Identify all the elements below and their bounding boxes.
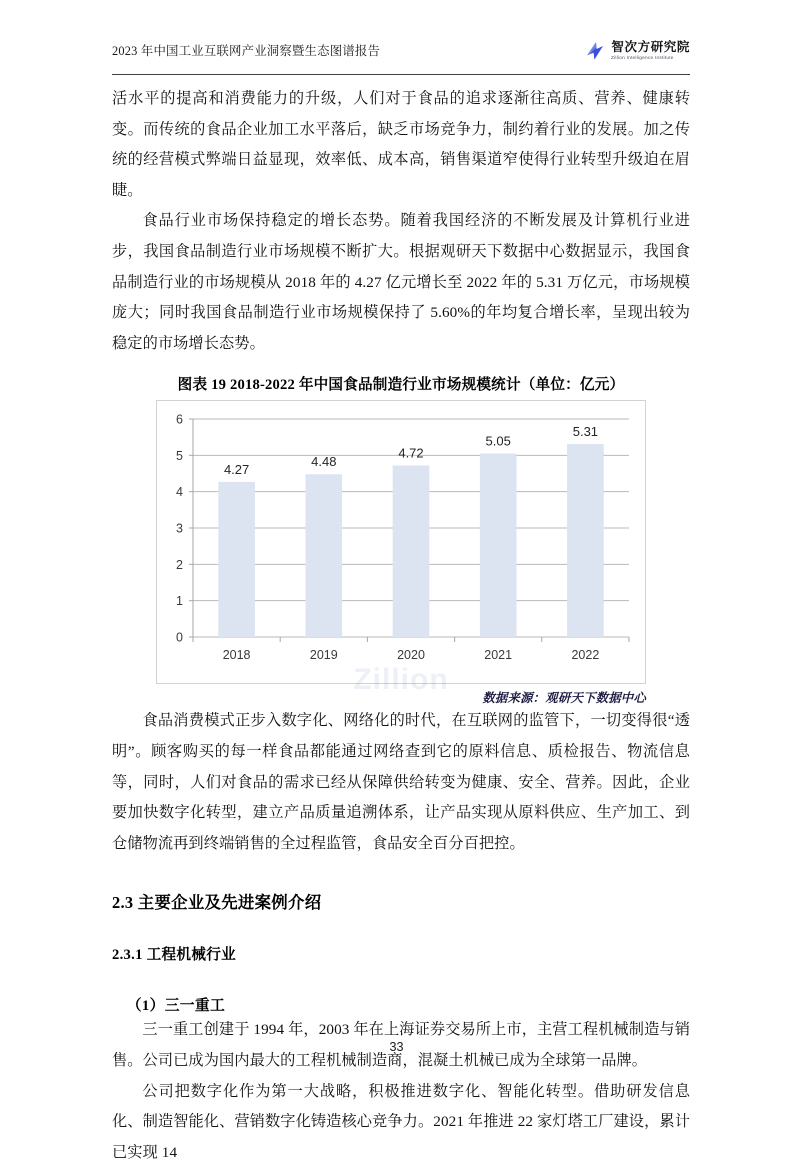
x-axis-tick-label: 2020 [397, 648, 425, 662]
bar-chart-canvas [157, 401, 645, 683]
y-axis-tick-label: 6 [176, 413, 183, 427]
logo-mark-icon [584, 41, 606, 61]
chart-x-tick-marks [193, 637, 629, 642]
bar-value-label: 5.05 [486, 434, 511, 449]
figure-source: 数据来源：观研天下数据中心 [156, 688, 646, 706]
chart-watermark: Zillion [353, 663, 448, 697]
y-axis-tick-label: 1 [176, 595, 183, 609]
heading-subsection-2-3-1: 2.3.1 工程机械行业 [112, 943, 690, 964]
chart-bar [480, 454, 517, 637]
chart-y-tick-marks [189, 419, 193, 637]
chart-bar [218, 482, 255, 637]
heading-item-1: （1）三一重工 [112, 994, 690, 1015]
paragraph-5: 公司把数字化作为第一大战略，积极推进数字化、智能化转型。借助研发信息化、制造智能化、营销数字化铸造核心竞争力。2021 年推进 22 家灯塔工厂建设，累计已实现 14 [112, 1077, 690, 1168]
paragraph-4: 三一重工创建于 1994 年，2003 年在上海证券交易所上市，主营工程机械制造与销售。公司已成为国内最大的工程机械制造商，混凝土机械已成为全球第一品牌。 [112, 1015, 690, 1076]
y-axis-tick-label: 5 [176, 449, 183, 463]
y-axis-tick-label: 0 [176, 631, 183, 645]
logo-name-en: Zillion Intelligence Institute [611, 56, 691, 61]
logo-text [611, 41, 690, 60]
document-content [112, 84, 690, 1168]
chart-bar [567, 444, 604, 637]
bar-value-label: 4.27 [224, 462, 249, 477]
header-title: 2023 年中国工业互联网产业洞察暨生态图谱报告 [112, 43, 380, 59]
x-axis-tick-label: 2022 [571, 648, 599, 662]
heading-section-2-3: 2.3 主要企业及先进案例介绍 [112, 889, 690, 913]
chart-bars [218, 444, 603, 637]
page-header [112, 34, 690, 68]
header-divider [112, 74, 690, 75]
page-number: 33 [0, 1040, 793, 1054]
x-axis-tick-label: 2019 [310, 648, 338, 662]
paragraph-3: 食品消费模式正步入数字化、网络化的时代，在互联网的监管下，一切变得很“透明”。顾客购买的每一样食品都能通过网络查到它的原料信息、质检报告、物流信息等，同时，人们对食品的需求已经从保障供给转变为健康、安全、营养。因此，企业要加快数字化转型，建立产品质量追溯体系，让产品实现从原料供应、生产加工、到仓储物流再到终端销售的全过程监管，食品安全百分百把控。 [112, 706, 690, 859]
paragraph-2: 食品行业市场保持稳定的增长态势。随着我国经济的不断发展及计算机行业进步，我国食品制造行业市场规模不断扩大。根据观研天下数据中心数据显示，我国食品制造行业的市场规模从 2018 年的 4.27 亿元增长至 2022 年的 5.31 万亿元，市场规模庞大；同时我国食品制造行业市场规模保持了 5.60%的年均复合增长率，呈现出较为稳定的市场增长态势。 [112, 206, 690, 359]
y-axis-tick-label: 3 [176, 522, 183, 536]
chart-x-axis-labels [223, 648, 600, 662]
figure-caption: 图表 19 2018-2022 年中国食品制造行业市场规模统计（单位：亿元） [112, 373, 690, 394]
figure-block [112, 373, 690, 706]
y-axis-tick-label: 2 [176, 558, 183, 572]
chart-bar [393, 466, 430, 637]
y-axis-tick-label: 4 [176, 486, 183, 500]
x-axis-tick-label: 2018 [223, 648, 251, 662]
chart-bar [305, 475, 342, 638]
bar-value-label: 5.31 [573, 424, 598, 439]
paragraph-1: 活水平的提高和消费能力的升级，人们对于食品的追求逐渐往高质、营养、健康转变。而传统的食品企业加工水平落后，缺乏市场竞争力，制约着行业的发展。加之传统的经营模式弊端日益显现，效率低、成本高，销售渠道窄使得行业转型升级迫在眉睫。 [112, 84, 690, 206]
brand-logo [584, 41, 690, 61]
x-axis-tick-label: 2021 [484, 648, 512, 662]
bar-value-label: 4.72 [398, 446, 423, 461]
bar-chart [156, 400, 646, 684]
logo-name-cn: 智次方研究院 [611, 41, 690, 54]
bar-value-label: 4.48 [311, 455, 336, 470]
chart-y-axis-labels [176, 413, 183, 645]
